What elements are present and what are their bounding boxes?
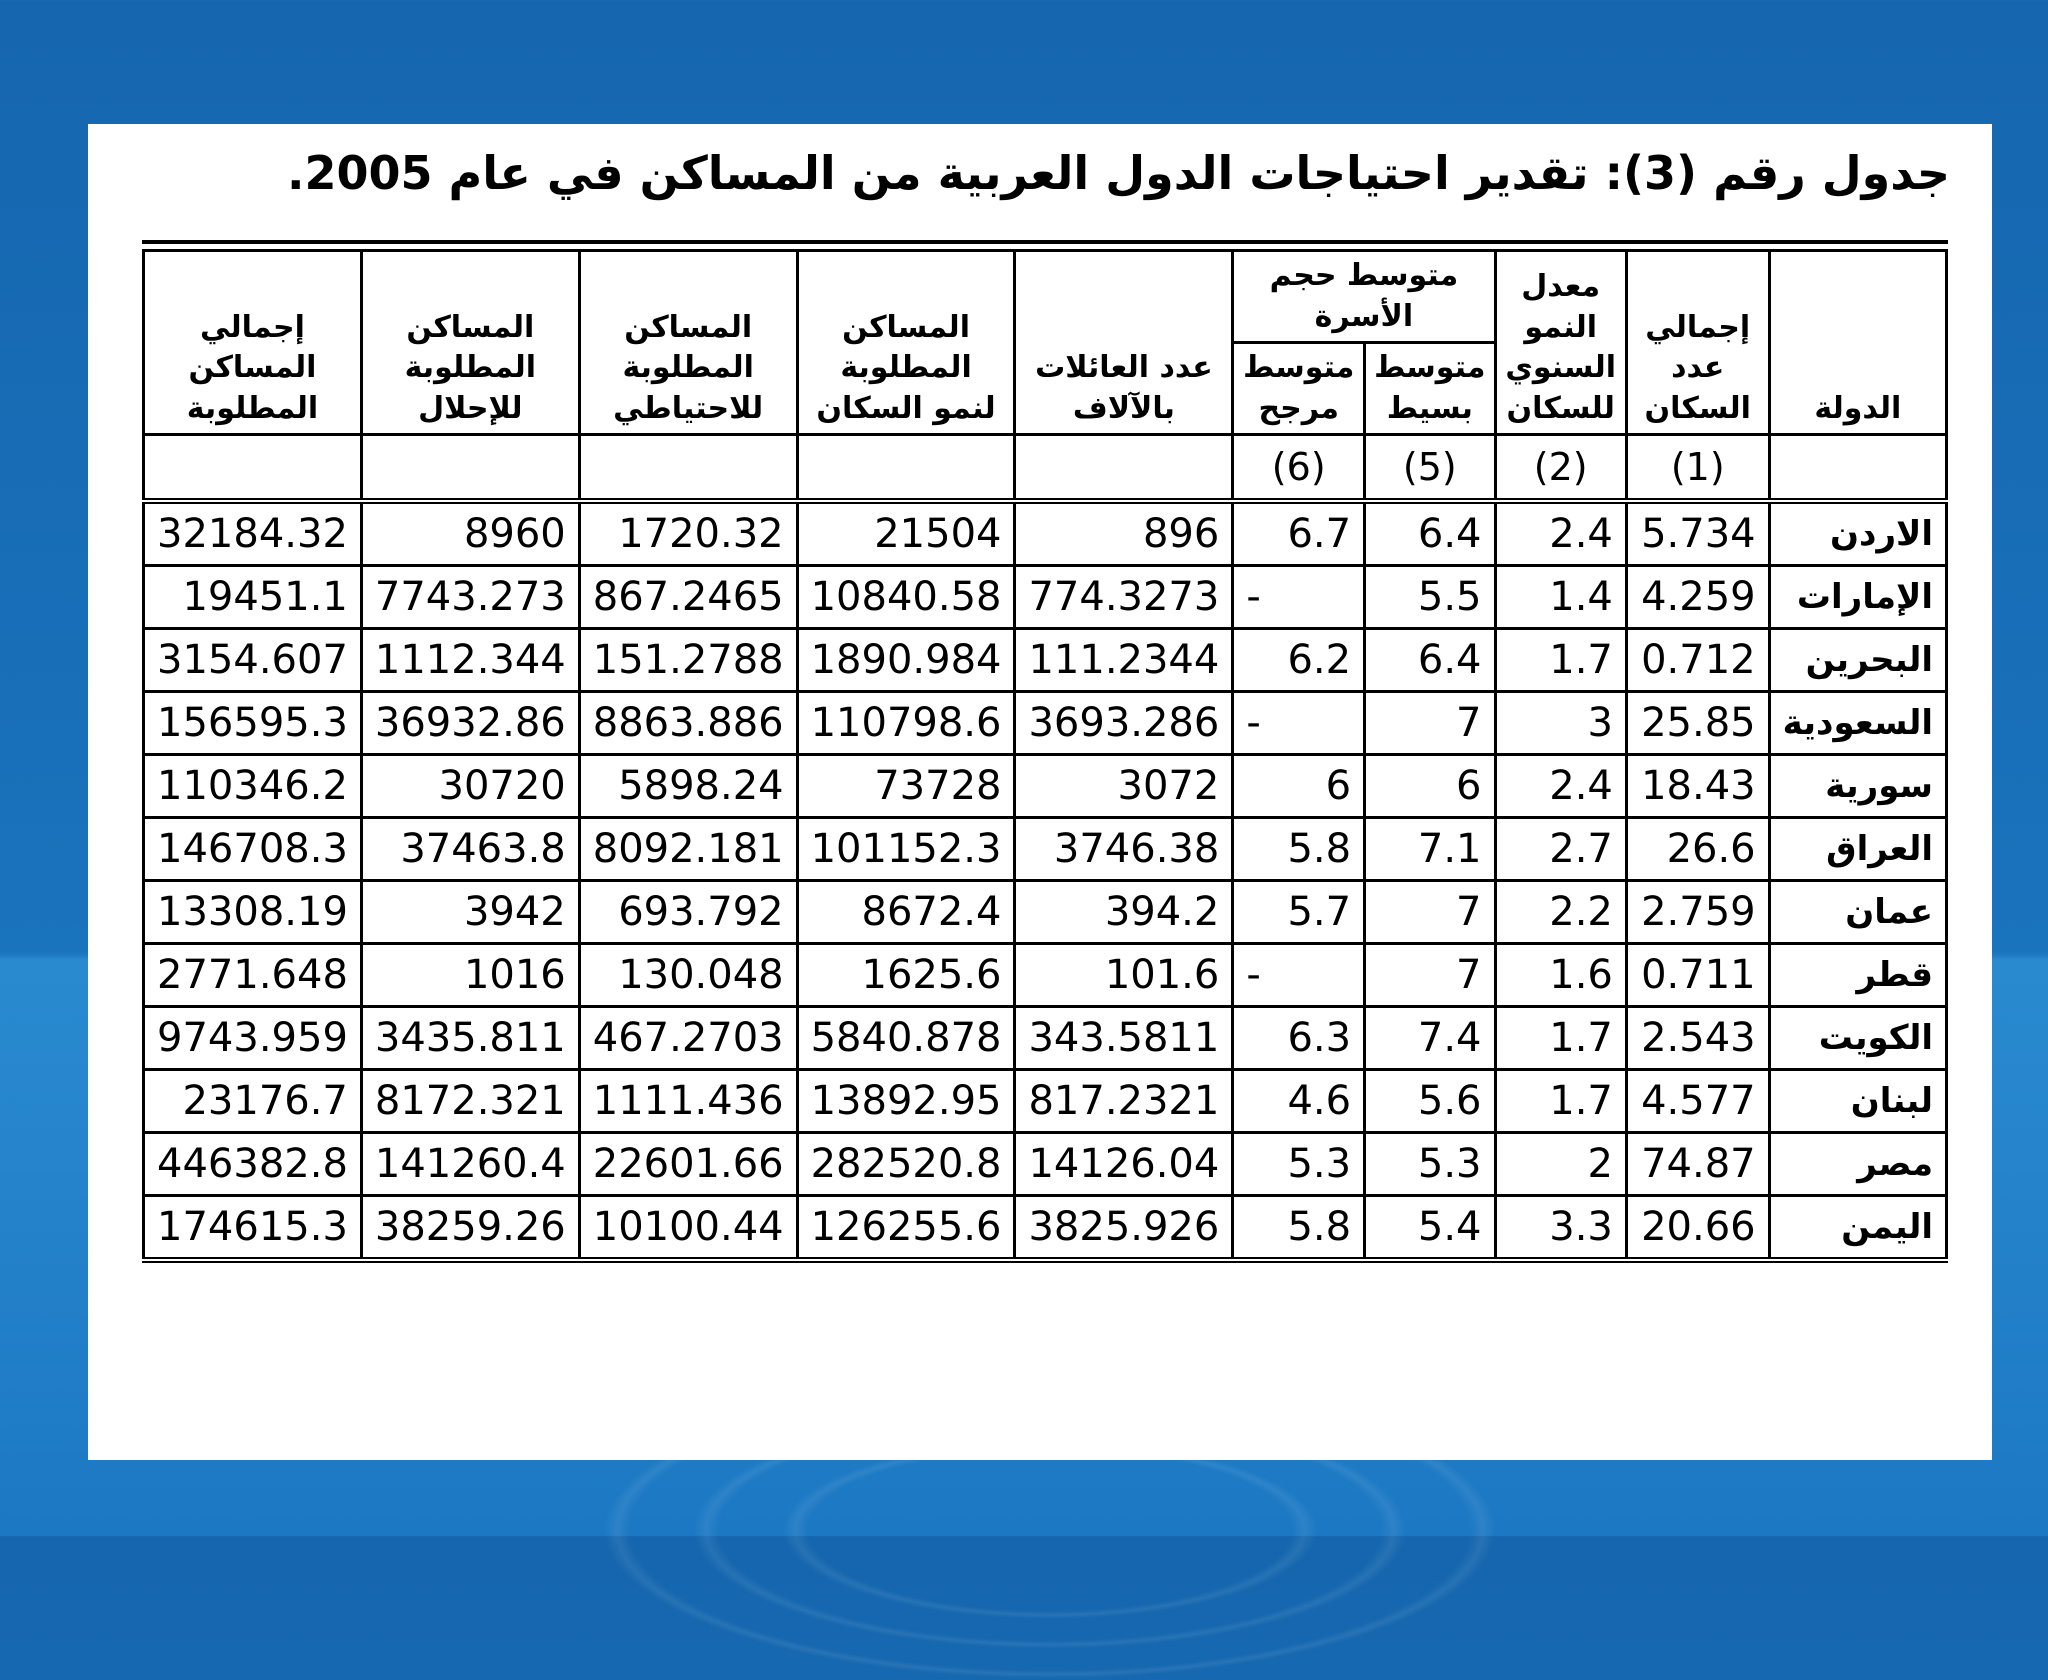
cell-replacement-housing: 37463.8 bbox=[361, 818, 579, 881]
colnum-replacement-housing bbox=[361, 435, 579, 502]
cell-pop-growth-housing: 1625.6 bbox=[797, 944, 1015, 1007]
column-number-row bbox=[144, 435, 1947, 502]
cell-country: الاردن bbox=[1769, 501, 1946, 566]
cell-pop-growth-housing: 10840.58 bbox=[797, 566, 1015, 629]
cell-weighted-avg: 5.8 bbox=[1233, 1196, 1365, 1261]
cell-families: 817.2321 bbox=[1015, 1070, 1233, 1133]
cell-growth: 3.3 bbox=[1495, 1196, 1626, 1261]
header-weighted-avg: متوسط مرجح bbox=[1233, 343, 1365, 435]
cell-simple-avg: 7.1 bbox=[1365, 818, 1495, 881]
cell-simple-avg: 7 bbox=[1365, 692, 1495, 755]
cell-total-housing: 23176.7 bbox=[144, 1070, 362, 1133]
cell-families: 14126.04 bbox=[1015, 1133, 1233, 1196]
cell-total-housing: 156595.3 bbox=[144, 692, 362, 755]
header-country: الدولة bbox=[1769, 251, 1946, 435]
cell-pop-growth-housing: 21504 bbox=[797, 501, 1015, 566]
cell-population: 25.85 bbox=[1626, 692, 1769, 755]
cell-families: 896 bbox=[1015, 501, 1233, 566]
table-row bbox=[144, 1007, 1947, 1070]
cell-growth: 1.7 bbox=[1495, 629, 1626, 692]
header-growth: معدل النمو السنوي للسكان bbox=[1495, 251, 1626, 435]
cell-total-housing: 446382.8 bbox=[144, 1133, 362, 1196]
table-row bbox=[144, 501, 1947, 566]
table-row bbox=[144, 1070, 1947, 1133]
cell-reserve-housing: 693.792 bbox=[579, 881, 797, 944]
header-replacement-housing: المساكن المطلوبة للإحلال bbox=[361, 251, 579, 435]
header-family-size-group: متوسط حجم الأسرة bbox=[1233, 251, 1495, 343]
cell-population: 4.259 bbox=[1626, 566, 1769, 629]
cell-total-housing: 19451.1 bbox=[144, 566, 362, 629]
cell-country: عمان bbox=[1769, 881, 1946, 944]
colnum-simple-avg: (5) bbox=[1365, 435, 1495, 502]
cell-population: 26.6 bbox=[1626, 818, 1769, 881]
cell-pop-growth-housing: 126255.6 bbox=[797, 1196, 1015, 1261]
slide-card bbox=[88, 124, 1992, 1460]
cell-weighted-avg: 6.7 bbox=[1233, 501, 1365, 566]
cell-reserve-housing: 130.048 bbox=[579, 944, 797, 1007]
colnum-population: (1) bbox=[1626, 435, 1769, 502]
cell-total-housing: 9743.959 bbox=[144, 1007, 362, 1070]
cell-simple-avg: 7 bbox=[1365, 881, 1495, 944]
cell-country: مصر bbox=[1769, 1133, 1946, 1196]
cell-simple-avg: 7.4 bbox=[1365, 1007, 1495, 1070]
cell-total-housing: 146708.3 bbox=[144, 818, 362, 881]
cell-replacement-housing: 141260.4 bbox=[361, 1133, 579, 1196]
cell-reserve-housing: 5898.24 bbox=[579, 755, 797, 818]
cell-families: 774.3273 bbox=[1015, 566, 1233, 629]
cell-reserve-housing: 8863.886 bbox=[579, 692, 797, 755]
cell-pop-growth-housing: 5840.878 bbox=[797, 1007, 1015, 1070]
cell-population: 4.577 bbox=[1626, 1070, 1769, 1133]
cell-families: 3693.286 bbox=[1015, 692, 1233, 755]
header-population: إجمالي عدد السكان bbox=[1626, 251, 1769, 435]
cell-total-housing: 110346.2 bbox=[144, 755, 362, 818]
cell-replacement-housing: 3435.811 bbox=[361, 1007, 579, 1070]
cell-replacement-housing: 7743.273 bbox=[361, 566, 579, 629]
cell-country: لبنان bbox=[1769, 1070, 1946, 1133]
cell-simple-avg: 5.4 bbox=[1365, 1196, 1495, 1261]
cell-population: 2.543 bbox=[1626, 1007, 1769, 1070]
cell-weighted-avg: - bbox=[1233, 566, 1365, 629]
cell-weighted-avg: 5.7 bbox=[1233, 881, 1365, 944]
table-row bbox=[144, 692, 1947, 755]
cell-weighted-avg: 5.8 bbox=[1233, 818, 1365, 881]
table-row bbox=[144, 566, 1947, 629]
cell-country: الكويت bbox=[1769, 1007, 1946, 1070]
cell-population: 20.66 bbox=[1626, 1196, 1769, 1261]
cell-country: السعودية bbox=[1769, 692, 1946, 755]
cell-growth: 2.4 bbox=[1495, 501, 1626, 566]
colnum-reserve-housing bbox=[579, 435, 797, 502]
cell-weighted-avg: - bbox=[1233, 692, 1365, 755]
housing-needs-table bbox=[142, 249, 1948, 1263]
cell-replacement-housing: 1112.344 bbox=[361, 629, 579, 692]
cell-population: 5.734 bbox=[1626, 501, 1769, 566]
header-families: عدد العائلات بالآلاف bbox=[1015, 251, 1233, 435]
cell-population: 0.711 bbox=[1626, 944, 1769, 1007]
cell-pop-growth-housing: 101152.3 bbox=[797, 818, 1015, 881]
cell-simple-avg: 7 bbox=[1365, 944, 1495, 1007]
cell-reserve-housing: 467.2703 bbox=[579, 1007, 797, 1070]
cell-country: سورية bbox=[1769, 755, 1946, 818]
cell-simple-avg: 6 bbox=[1365, 755, 1495, 818]
cell-pop-growth-housing: 1890.984 bbox=[797, 629, 1015, 692]
cell-total-housing: 174615.3 bbox=[144, 1196, 362, 1261]
cell-replacement-housing: 36932.86 bbox=[361, 692, 579, 755]
cell-growth: 2.4 bbox=[1495, 755, 1626, 818]
cell-families: 3746.38 bbox=[1015, 818, 1233, 881]
header-reserve-housing: المساكن المطلوبة للاحتياطي bbox=[579, 251, 797, 435]
cell-weighted-avg: 4.6 bbox=[1233, 1070, 1365, 1133]
header-pop-growth-housing: المساكن المطلوبة لنمو السكان bbox=[797, 251, 1015, 435]
cell-reserve-housing: 1111.436 bbox=[579, 1070, 797, 1133]
cell-growth: 2.7 bbox=[1495, 818, 1626, 881]
cell-replacement-housing: 8172.321 bbox=[361, 1070, 579, 1133]
table-row bbox=[144, 1196, 1947, 1261]
cell-simple-avg: 6.4 bbox=[1365, 629, 1495, 692]
table-row bbox=[144, 629, 1947, 692]
cell-growth: 2.2 bbox=[1495, 881, 1626, 944]
table-title: جدول رقم (3): تقدير احتياجات الدول العربية من المساكن في عام 2005. bbox=[286, 146, 1950, 200]
cell-pop-growth-housing: 73728 bbox=[797, 755, 1015, 818]
cell-simple-avg: 6.4 bbox=[1365, 501, 1495, 566]
cell-families: 101.6 bbox=[1015, 944, 1233, 1007]
cell-replacement-housing: 3942 bbox=[361, 881, 579, 944]
colnum-total-housing bbox=[144, 435, 362, 502]
cell-reserve-housing: 1720.32 bbox=[579, 501, 797, 566]
header-simple-avg: متوسط بسيط bbox=[1365, 343, 1495, 435]
cell-reserve-housing: 22601.66 bbox=[579, 1133, 797, 1196]
cell-total-housing: 32184.32 bbox=[144, 501, 362, 566]
cell-population: 18.43 bbox=[1626, 755, 1769, 818]
cell-reserve-housing: 867.2465 bbox=[579, 566, 797, 629]
cell-weighted-avg: 6 bbox=[1233, 755, 1365, 818]
cell-pop-growth-housing: 282520.8 bbox=[797, 1133, 1015, 1196]
table-body bbox=[144, 501, 1947, 1260]
cell-country: الإمارات bbox=[1769, 566, 1946, 629]
cell-growth: 1.6 bbox=[1495, 944, 1626, 1007]
cell-families: 111.2344 bbox=[1015, 629, 1233, 692]
table-row bbox=[144, 944, 1947, 1007]
cell-reserve-housing: 151.2788 bbox=[579, 629, 797, 692]
cell-reserve-housing: 8092.181 bbox=[579, 818, 797, 881]
cell-replacement-housing: 38259.26 bbox=[361, 1196, 579, 1261]
cell-total-housing: 13308.19 bbox=[144, 881, 362, 944]
header-total-housing: إجمالي المساكن المطلوبة bbox=[144, 251, 362, 435]
cell-simple-avg: 5.6 bbox=[1365, 1070, 1495, 1133]
cell-total-housing: 2771.648 bbox=[144, 944, 362, 1007]
cell-simple-avg: 5.5 bbox=[1365, 566, 1495, 629]
table-row bbox=[144, 755, 1947, 818]
cell-weighted-avg: 6.2 bbox=[1233, 629, 1365, 692]
table-row bbox=[144, 1133, 1947, 1196]
cell-replacement-housing: 30720 bbox=[361, 755, 579, 818]
colnum-pop-growth-housing bbox=[797, 435, 1015, 502]
cell-families: 343.5811 bbox=[1015, 1007, 1233, 1070]
cell-weighted-avg: - bbox=[1233, 944, 1365, 1007]
cell-total-housing: 3154.607 bbox=[144, 629, 362, 692]
table-row bbox=[144, 881, 1947, 944]
cell-population: 0.712 bbox=[1626, 629, 1769, 692]
cell-country: قطر bbox=[1769, 944, 1946, 1007]
cell-country: العراق bbox=[1769, 818, 1946, 881]
cell-population: 2.759 bbox=[1626, 881, 1769, 944]
cell-reserve-housing: 10100.44 bbox=[579, 1196, 797, 1261]
cell-replacement-housing: 8960 bbox=[361, 501, 579, 566]
colnum-country bbox=[1769, 435, 1946, 502]
cell-pop-growth-housing: 13892.95 bbox=[797, 1070, 1015, 1133]
cell-growth: 3 bbox=[1495, 692, 1626, 755]
cell-country: اليمن bbox=[1769, 1196, 1946, 1261]
cell-families: 3825.926 bbox=[1015, 1196, 1233, 1261]
cell-weighted-avg: 5.3 bbox=[1233, 1133, 1365, 1196]
cell-country: البحرين bbox=[1769, 629, 1946, 692]
cell-population: 74.87 bbox=[1626, 1133, 1769, 1196]
cell-growth: 1.7 bbox=[1495, 1007, 1626, 1070]
cell-pop-growth-housing: 8672.4 bbox=[797, 881, 1015, 944]
cell-growth: 1.7 bbox=[1495, 1070, 1626, 1133]
colnum-weighted-avg: (6) bbox=[1233, 435, 1365, 502]
colnum-families bbox=[1015, 435, 1233, 502]
cell-families: 3072 bbox=[1015, 755, 1233, 818]
cell-pop-growth-housing: 110798.6 bbox=[797, 692, 1015, 755]
cell-replacement-housing: 1016 bbox=[361, 944, 579, 1007]
cell-weighted-avg: 6.3 bbox=[1233, 1007, 1365, 1070]
table-container bbox=[142, 240, 1948, 1263]
cell-families: 394.2 bbox=[1015, 881, 1233, 944]
cell-growth: 2 bbox=[1495, 1133, 1626, 1196]
cell-simple-avg: 5.3 bbox=[1365, 1133, 1495, 1196]
table-row bbox=[144, 818, 1947, 881]
cell-growth: 1.4 bbox=[1495, 566, 1626, 629]
header-row bbox=[144, 251, 1947, 343]
colnum-growth: (2) bbox=[1495, 435, 1626, 502]
